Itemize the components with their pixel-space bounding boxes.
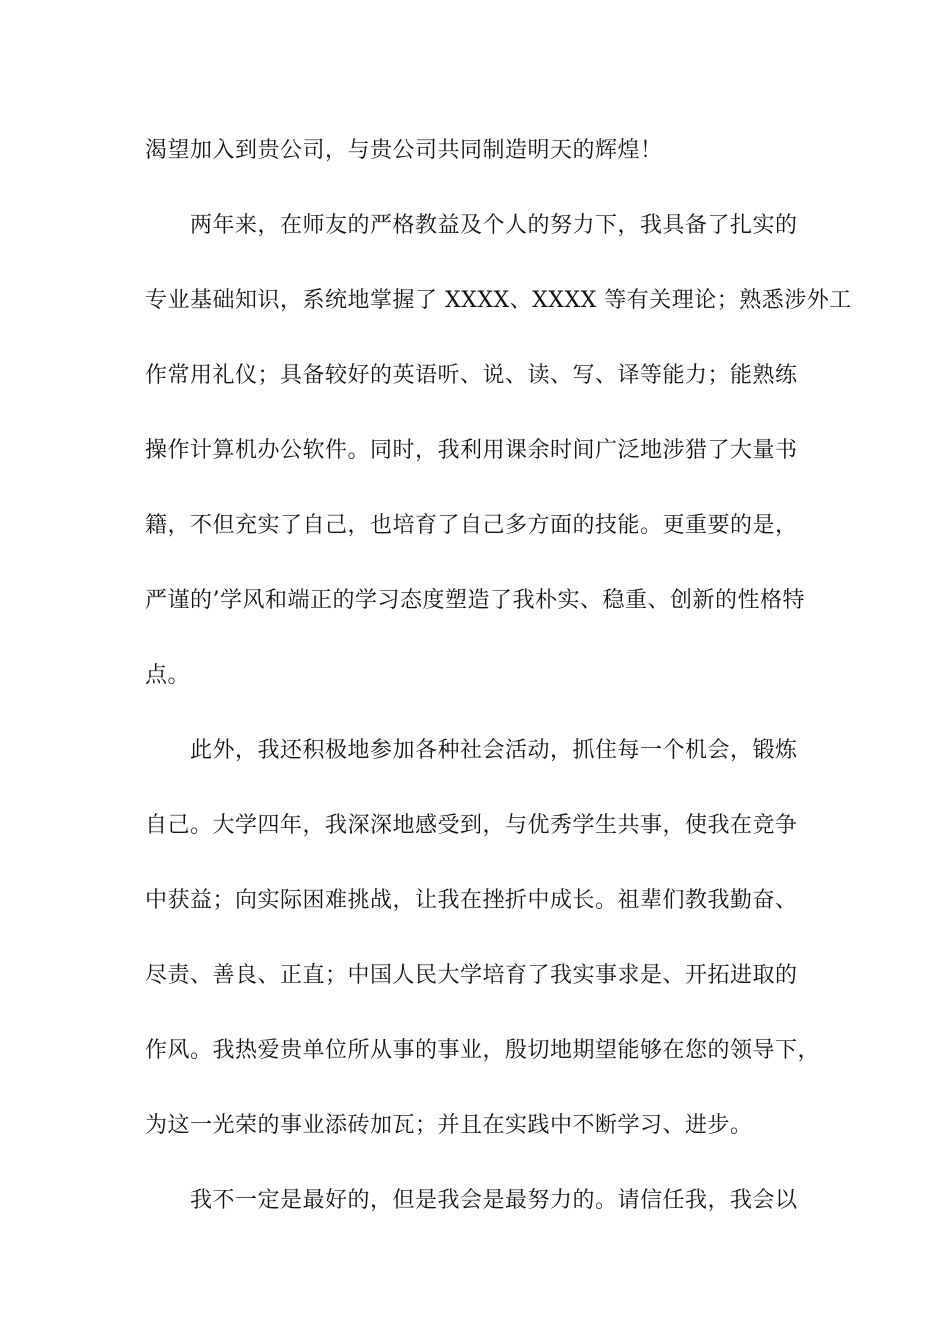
text-line-12: 尽责、善良、正直；中国人民大学培育了我实事求是、开拓进取的 xyxy=(145,963,798,988)
text-line-10: 自己。大学四年，我深深地感受到，与优秀学生共事，使我在竞争 xyxy=(145,813,798,838)
text-line-8: 点。 xyxy=(145,663,191,688)
text-line-11: 中获益；向实际困难挑战，让我在挫折中成长。祖辈们教我勤奋、 xyxy=(145,888,798,913)
text-line-7: 严谨的’学风和端正的学习态度塑造了我朴实、稳重、创新的性格特 xyxy=(145,588,805,613)
text-line-1: 渴望加入到贵公司，与贵公司共同制造明天的辉煌！ xyxy=(145,138,663,163)
text-line-9: 此外，我还积极地参加各种社会活动，抓住每一个机会，锻炼 xyxy=(190,738,798,763)
text-line-5: 操作计算机办公软件。同时，我利用课余时间广泛地涉猎了大量书 xyxy=(145,438,798,463)
text-line-3: 专业基础知识，系统地掌握了 XXXX、XXXX 等有关理论；熟悉涉外工 xyxy=(145,288,852,313)
text-line-6: 籍，不但充实了自己，也培育了自己多方面的技能。更重要的是， xyxy=(145,513,798,538)
text-line-4: 作常用礼仪；具备较好的英语听、说、读、写、译等能力；能熟练 xyxy=(145,363,798,388)
text-line-14: 为这一光荣的事业添砖加瓦；并且在实践中不断学习、进步。 xyxy=(145,1113,753,1138)
text-line-15: 我不一定是最好的，但是我会是最努力的。请信任我，我会以 xyxy=(190,1188,798,1213)
text-line-13: 作风。我热爱贵单位所从事的事业，殷切地期望能够在您的领导下， xyxy=(145,1038,821,1063)
text-line-2: 两年来，在师友的严格教益及个人的努力下，我具备了扎实的 xyxy=(190,213,798,238)
